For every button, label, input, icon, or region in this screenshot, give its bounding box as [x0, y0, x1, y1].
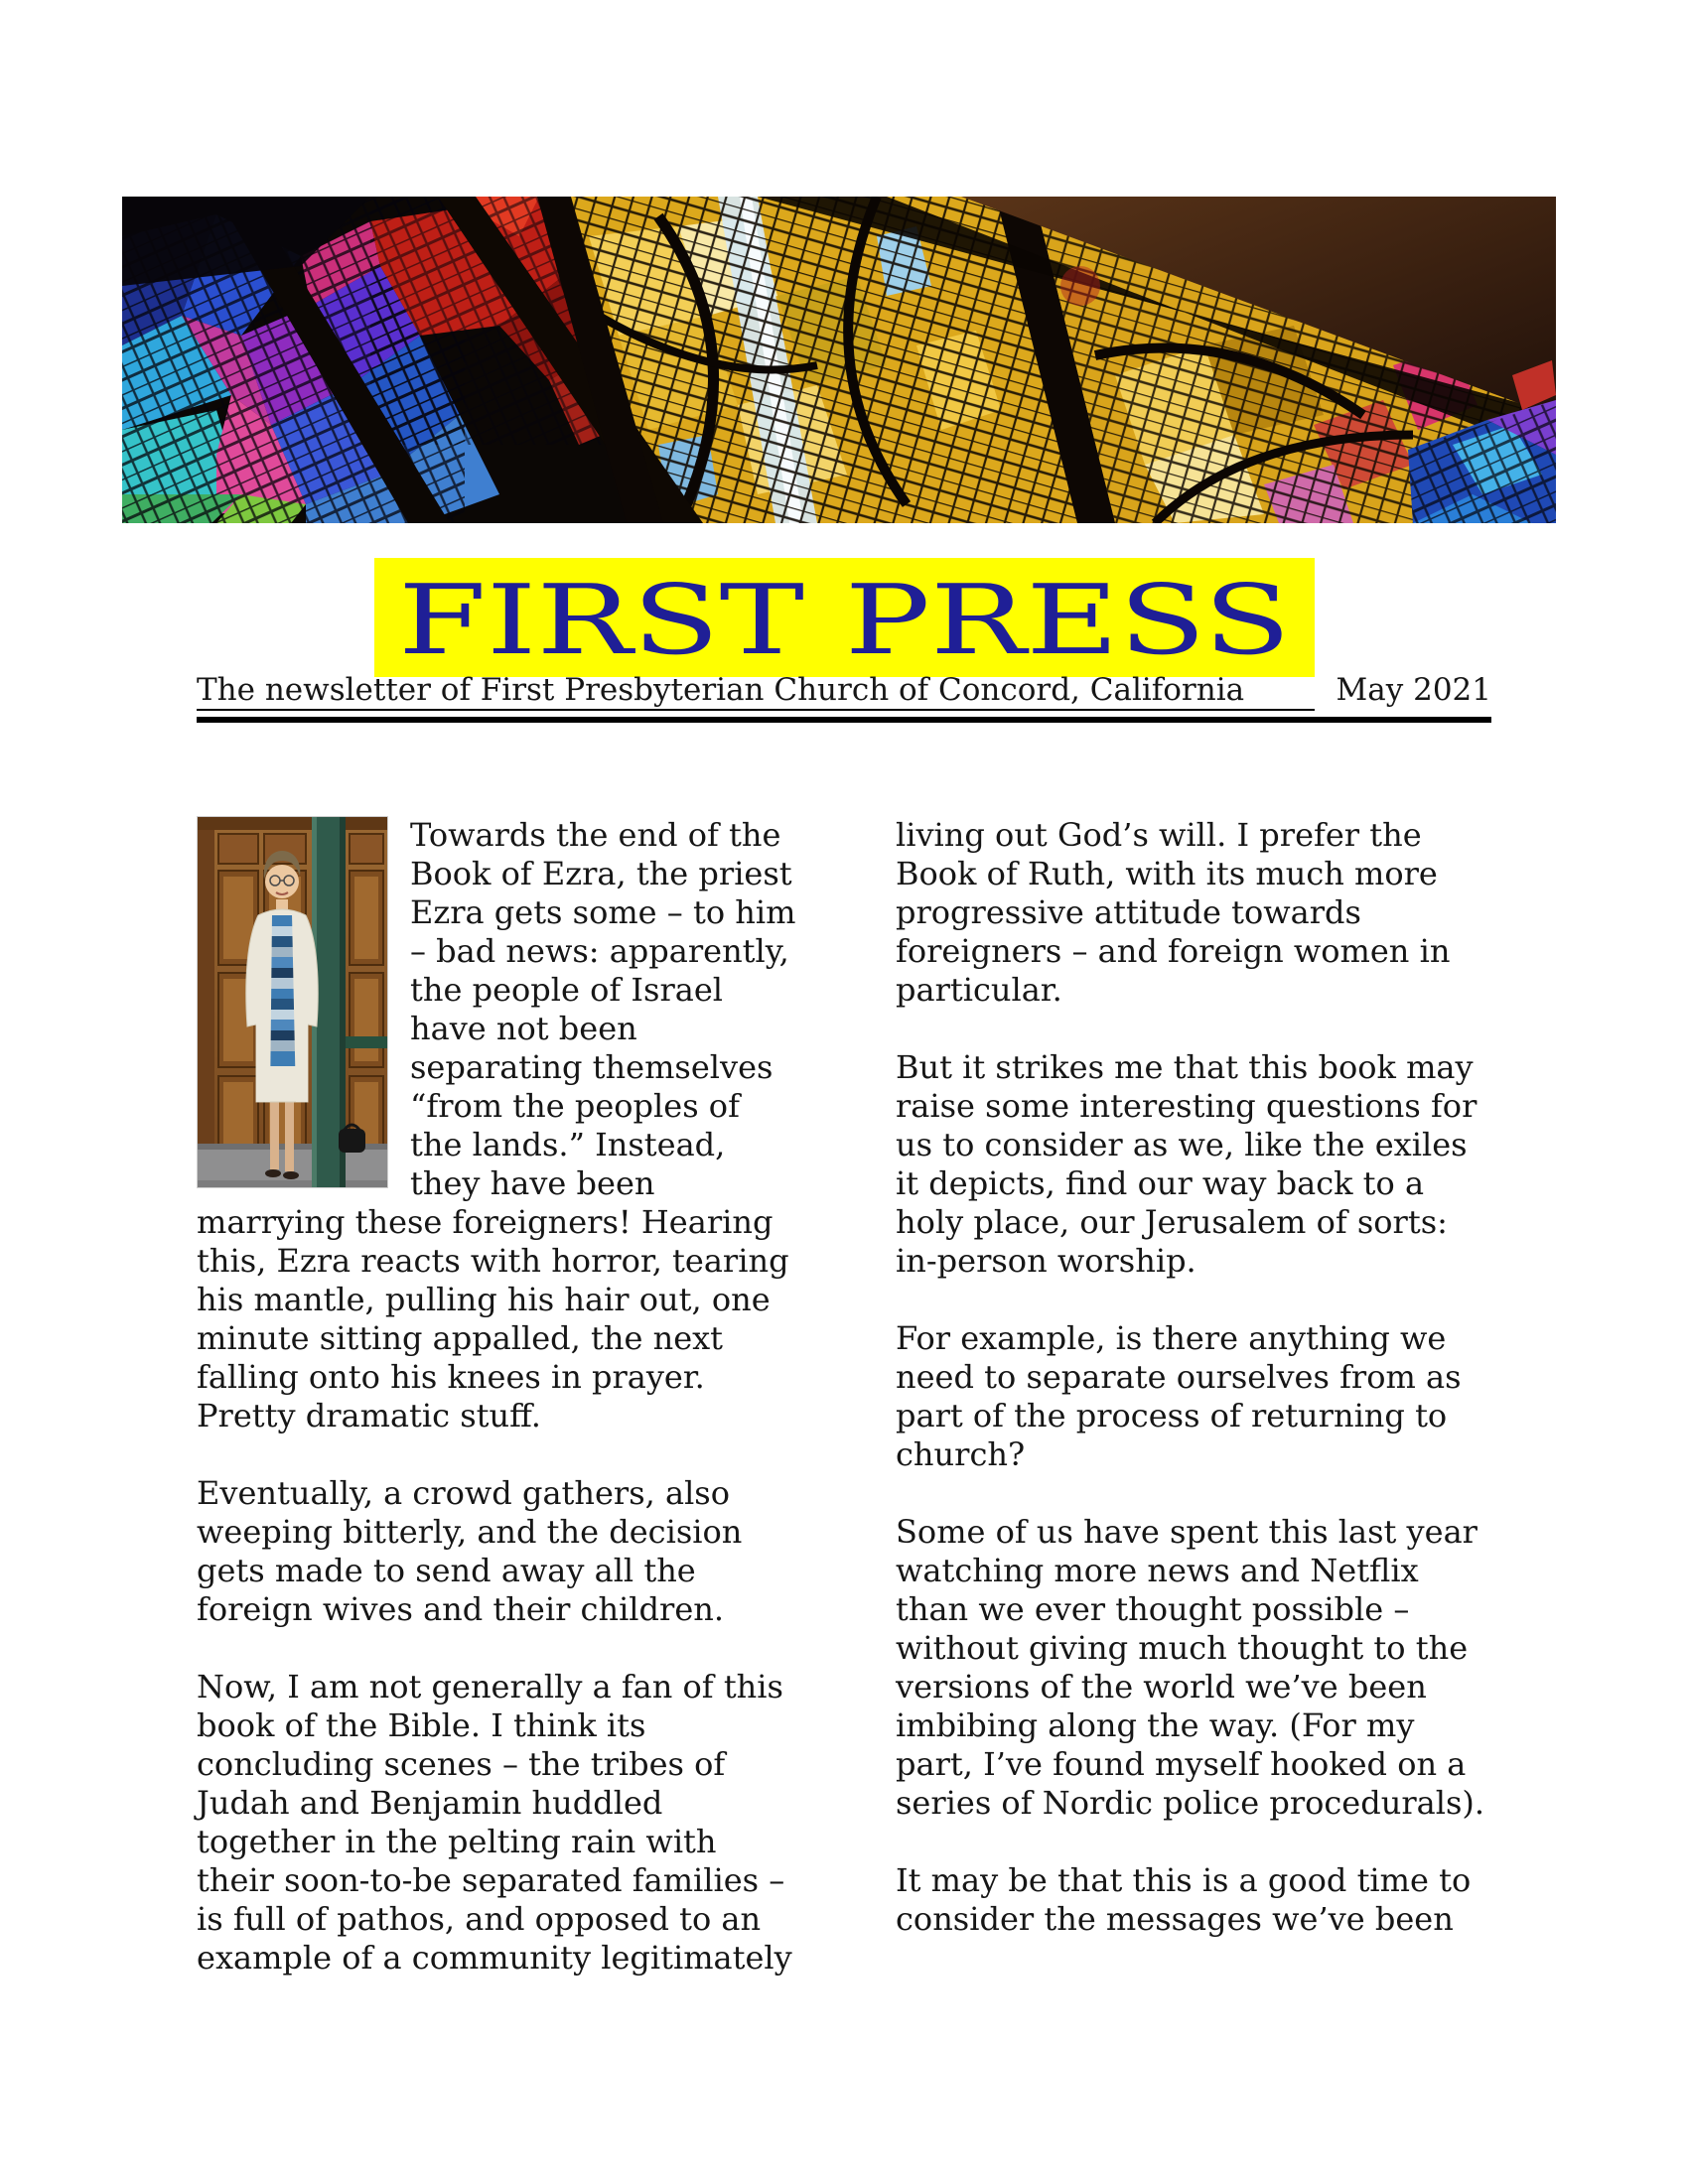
issue-date: May 2021	[1336, 672, 1491, 708]
article-paragraph: Eventually, a crowd gathers, also weeping bitterly, and the decision gets made to send away all the foreign wives and their children.	[197, 1474, 743, 1628]
article-paragraph: living out God’s will. I prefer the Book of Ruth, with its much more progressive attitude towards foreigners – and foreign women in particular.	[896, 816, 1451, 1009]
masthead-rule	[197, 717, 1491, 723]
stained-glass-window-photo	[122, 197, 1556, 523]
article-paragraph: Now, I am not generally a fan of this book of the Bible. I think its concluding scenes – the tribes of Judah and Benjamin huddled together in the pelting rain with their soon-to-be separated families – is full of pathos, and opposed to an example of a community legitimately	[197, 1668, 792, 1977]
article-column-left	[197, 816, 800, 2016]
article-paragraph: It may be that this is a good time to consider the messages we’ve been	[896, 1861, 1472, 1938]
article-paragraph: But it strikes me that this book may raise some interesting questions for us to consider as we, like the exiles it depicts, find our way back to a holy place, our Jerusalem of sorts: in-person worship.	[896, 1048, 1477, 1280]
article-paragraph: For example, is there anything we need to separate ourselves from as part of the process of returning to church?	[896, 1319, 1462, 1473]
article-paragraph: Some of us have spent this last year watching more news and Netflix than we ever thought possible – without giving much thought to the versions of the world we’ve been imbibing along the way. (For my part, I’ve found myself hooked on a series of Nordic police procedurals).	[896, 1513, 1485, 1822]
masthead-subtitle-row	[197, 671, 1491, 711]
masthead-title	[374, 558, 1315, 677]
pastor-portrait-photo	[197, 816, 388, 1188]
article-paragraph: Towards the end of the Book of Ezra, the priest Ezra gets some – to him – bad news: apparently, the people of Israel have not been separating themselves “from the peoples of the lands.” Instead, they have been marrying these foreigners! Hearing this, Ezra reacts with horror, tearing his mantle, pulling his hair out, one minute sitting appalled, the next falling onto his knees in prayer. Pretty dramatic stuff.	[197, 816, 796, 1434]
masthead-banner	[374, 558, 1315, 677]
stained-glass-header-image	[122, 197, 1556, 523]
masthead-subtitle: The newsletter of First Presbyterian Church of Concord, California	[197, 671, 1315, 711]
article-column-right	[896, 816, 1491, 1978]
masthead-title-text: FIRST PRESS	[398, 564, 1291, 676]
